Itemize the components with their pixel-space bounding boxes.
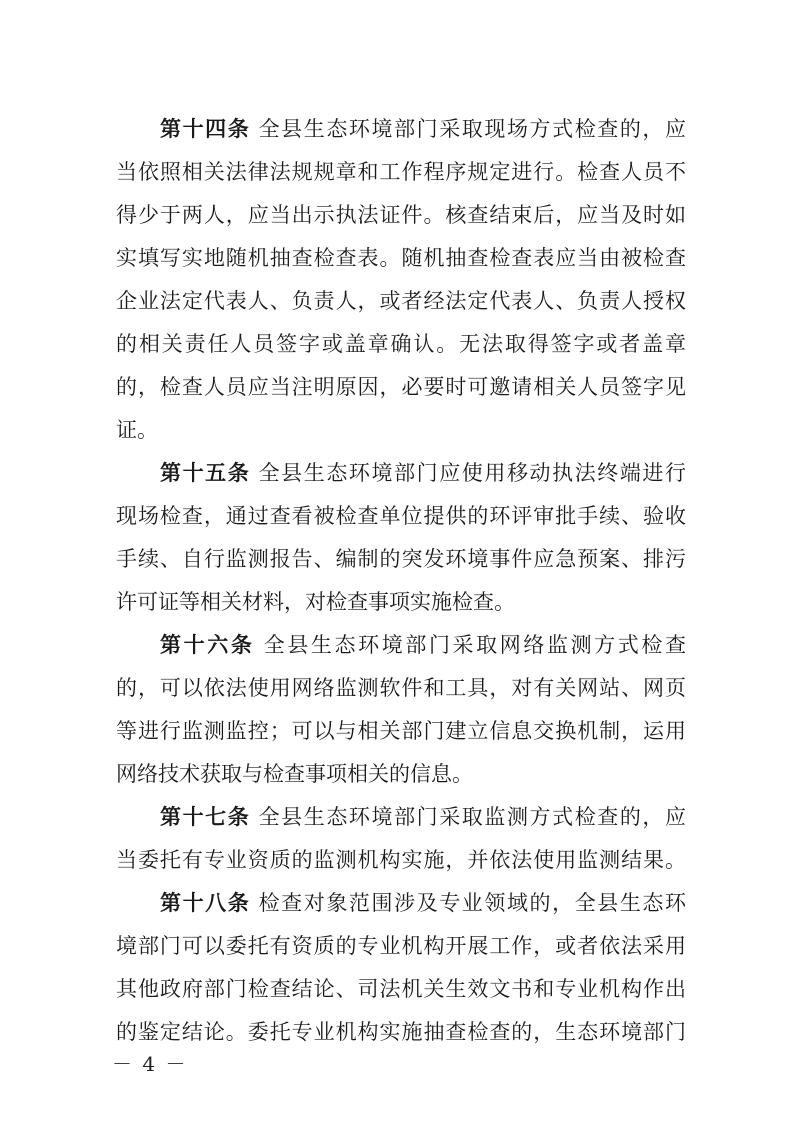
article-14-line-2: 当依照相关法律法规规章和工作程序规定进行。检查人员不 <box>116 160 686 184</box>
article-15-line-1 <box>160 453 686 493</box>
article-14-line-5: 企业法定代表人、负责人，或者经法定代表人、负责人授权 <box>116 289 686 313</box>
article-14-line-7: 的，检查人员应当注明原因，必要时可邀请相关人员签字见 <box>116 375 686 399</box>
article-15-line-2: 现场检查，通过查看被检查单位提供的环评审批手续、验收 <box>116 504 686 528</box>
article-16-line-3: 等进行监测监控；可以与相关部门建立信息交换机制，运用 <box>116 719 686 743</box>
article-18-line-4: 的鉴定结论。委托专业机构实施抽查检查的，生态环境部门 <box>116 1020 686 1044</box>
article-18-heading: 第十八条 <box>160 891 251 915</box>
article-18-line-1 <box>160 883 686 923</box>
article-14-heading: 第十四条 <box>160 117 251 141</box>
article-14-text: 全县生态环境部门采取现场方式检查的，应 <box>258 117 687 141</box>
article-16-line-2: 的，可以依法使用网络监测软件和工具，对有关网站、网页 <box>116 676 686 700</box>
article-14-line-4: 实填写实地随机抽查检查表。随机抽查检查表应当由被检查 <box>116 246 686 270</box>
article-14-line-8: 证。 <box>116 418 158 442</box>
article-14-line-1 <box>160 109 686 149</box>
article-18-text: 检查对象范围涉及专业领域的，全县生态环 <box>258 891 687 915</box>
article-16-line-1 <box>160 625 686 665</box>
article-15-line-4: 许可证等相关材料，对检查事项实施检查。 <box>116 590 515 614</box>
article-15-line-3: 手续、自行监测报告、编制的突发环境事件应急预案、排污 <box>116 547 686 571</box>
article-15-text: 全县生态环境部门应使用移动执法终端进行 <box>258 461 687 485</box>
article-15-heading: 第十五条 <box>160 461 251 485</box>
page-number: － 4 － <box>112 1052 188 1076</box>
article-16-heading: 第十六条 <box>160 633 255 657</box>
article-14-line-3: 得少于两人，应当出示执法证件。核查结束后，应当及时如 <box>116 203 686 227</box>
article-16-line-4: 网络技术获取与检查事项相关的信息。 <box>116 762 473 786</box>
article-17-line-1 <box>160 797 686 837</box>
article-18-line-2: 境部门可以委托有资质的专业机构开展工作，或者依法采用 <box>116 934 686 958</box>
article-14-line-6: 的相关责任人员签字或盖章确认。无法取得签字或者盖章 <box>116 332 686 356</box>
article-17-text: 全县生态环境部门采取监测方式检查的，应 <box>258 805 687 829</box>
article-18-line-3: 其他政府部门检查结论、司法机关生效文书和专业机构作出 <box>116 977 686 1001</box>
article-16-text: 全县生态环境部门采取网络监测方式检查 <box>263 633 686 657</box>
article-17-line-2: 当委托有专业资质的监测机构实施，并依法使用监测结果。 <box>116 848 686 872</box>
article-17-heading: 第十七条 <box>160 805 251 829</box>
